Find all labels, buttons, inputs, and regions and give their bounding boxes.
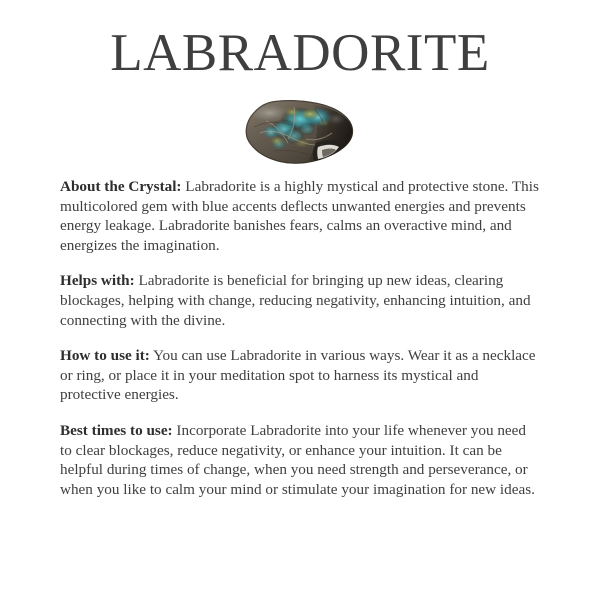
labradorite-stone-image xyxy=(244,99,356,165)
section-body-text: Incorporate Labradorite into your life whenever you need to clear blockages, reduce negativity, or enhance your intuition. It can be helpful during times of change, when you need strength and perseverance, or when you like to calm your mind or stimulate your imagination for new ideas. xyxy=(60,421,535,498)
section-body-text: Labradorite is a highly mystical and protective stone. This multicolored gem with blue accents deflects unwanted energies and prevents energy leakage. Labradorite banishes fears, calms an overactive mind, and energizes the imagination. xyxy=(60,178,539,254)
section-lead-label: Helps with: xyxy=(60,272,135,290)
section-how-to-use-it xyxy=(60,346,541,405)
section-body-text: Labradorite is beneficial for bringing up new ideas, clearing blockages, helping with change, reducing negativity, enhancing intuition, and connecting with the divine. xyxy=(60,272,531,329)
section-lead-label: Best times to use: xyxy=(60,421,173,439)
section-body-text: You can use Labradorite in various ways. Wear it as a necklace or ring, or place it in your meditation spot to harness its mystical and protective energies. xyxy=(60,347,536,404)
section-best-times-to-use xyxy=(60,421,541,499)
section-lead-label: About the Crystal: xyxy=(60,178,182,195)
section-helps-with xyxy=(60,271,541,330)
crystal-description xyxy=(60,177,541,499)
section-about-the-crystal xyxy=(60,177,541,255)
page-title: LABRADORITE xyxy=(110,24,490,82)
section-lead-label: How to use it: xyxy=(60,347,150,365)
crystal-image-container xyxy=(0,99,600,165)
